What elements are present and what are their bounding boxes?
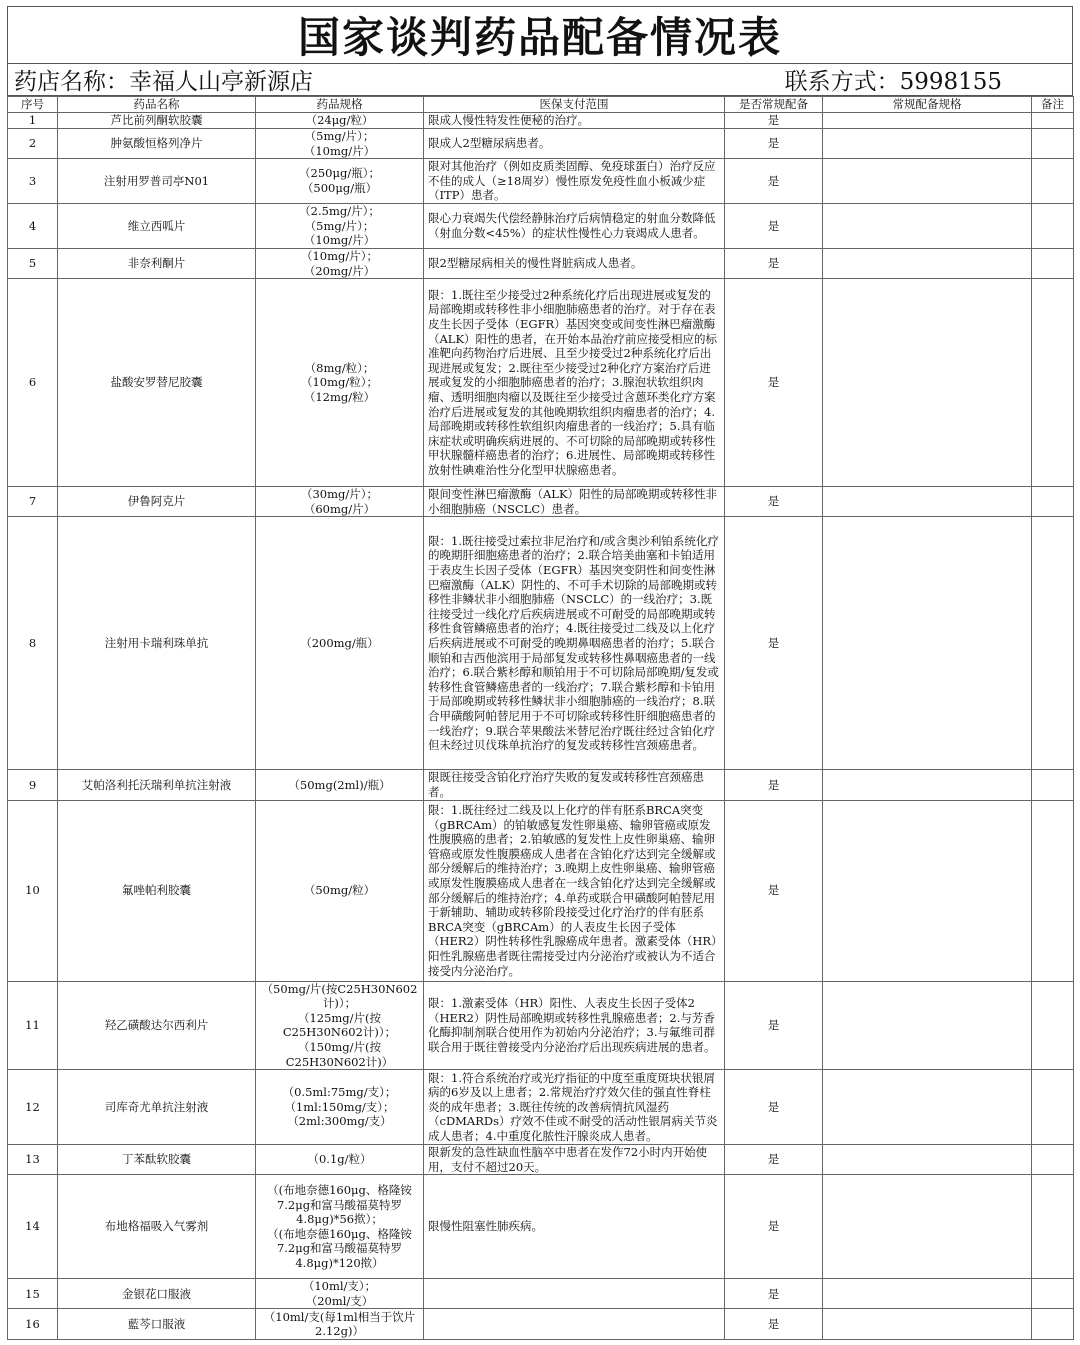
row-number: 16 xyxy=(8,1309,58,1340)
regular-spec xyxy=(823,800,1032,981)
info-bar xyxy=(7,64,1073,96)
drug-name: 氟唑帕利胶囊 xyxy=(58,800,256,981)
table-row xyxy=(8,203,1074,248)
remark xyxy=(1032,487,1074,517)
drug-name: 羟乙磺酸达尔西利片 xyxy=(58,981,256,1070)
header-row xyxy=(8,97,1074,113)
table-row xyxy=(8,517,1074,770)
drug-name: 司库奇尤单抗注射液 xyxy=(58,1070,256,1145)
row-number: 12 xyxy=(8,1070,58,1145)
header-name: 药品名称 xyxy=(58,97,256,113)
row-number: 11 xyxy=(8,981,58,1070)
pharmacy-name: 药店名称：幸福人山亭新源店 xyxy=(14,69,313,95)
insurance-scope: 限：1.既往接受过索拉非尼治疗和/或含奥沙利铂系统化疗的晚期肝细胞癌患者的治疗；2.联合培美曲塞和卡铂适用于表皮生长因子受体（EGFR）基因突变阴性和间变性淋巴瘤激酶（ALK）阴性的、不可手术切除的局部晚期或转移性非鳞状非小细胞肺癌（NSCLC）的一线治疗；3.既往接受过一线化疗后疾病进展或不可耐受的局部晚期或转移性食管鳞癌患者的治疗；4.既往接受过二线及以上化疗后疾病进展或不可耐受的晚期鼻咽癌患者的治疗；5.联合顺铂和吉西他滨用于局部复发或转移性鼻咽癌患者的一线治疗；6.联合紫杉醇和顺铂用于不可切除局部晚期/复发或转移性食管鳞癌患者的一线治疗；7.联合紫杉醇和卡铂用于局部晚期或转移性鳞状非小细胞肺癌的一线治疗；8.联合甲磺酸阿帕替尼用于不可切除或转移性肝细胞癌患者的一线治疗；9.联合苹果酸法米替尼治疗既往经过含铂化疗但未经过贝伐珠单抗治疗的复发或转移性宫颈癌患者。 xyxy=(424,517,725,770)
regular-supply: 是 xyxy=(725,1070,823,1145)
table-row xyxy=(8,1279,1074,1309)
regular-spec xyxy=(823,487,1032,517)
table-row xyxy=(8,487,1074,517)
table-row xyxy=(8,129,1074,159)
drug-name: 肿氨酸恒格列净片 xyxy=(58,129,256,159)
table-row xyxy=(8,1070,1074,1145)
row-number: 2 xyxy=(8,129,58,159)
drug-spec: （10ml/支(每1ml相当于饮片2.12g)） xyxy=(256,1309,424,1340)
row-number: 7 xyxy=(8,487,58,517)
regular-supply: 是 xyxy=(725,981,823,1070)
remark xyxy=(1032,1070,1074,1145)
row-number: 15 xyxy=(8,1279,58,1309)
remark xyxy=(1032,113,1074,129)
regular-spec xyxy=(823,517,1032,770)
regular-supply: 是 xyxy=(725,248,823,278)
insurance-scope: 限2型糖尿病相关的慢性肾脏病成人患者。 xyxy=(424,248,725,278)
remark xyxy=(1032,770,1074,800)
table-row xyxy=(8,1309,1074,1340)
table-row xyxy=(8,1175,1074,1279)
header-regular: 是否常规配备 xyxy=(725,97,823,113)
row-number: 1 xyxy=(8,113,58,129)
header-no: 序号 xyxy=(8,97,58,113)
drug-name: 丁苯酞软胶囊 xyxy=(58,1145,256,1175)
regular-spec xyxy=(823,1145,1032,1175)
table-row xyxy=(8,800,1074,981)
insurance-scope xyxy=(424,1279,725,1309)
drug-name: 布地格福吸入气雾剂 xyxy=(58,1175,256,1279)
drug-name: 注射用罗普司亭N01 xyxy=(58,159,256,204)
remark xyxy=(1032,1175,1074,1279)
insurance-scope: 限既往接受含铂化疗治疗失败的复发或转移性宫颈癌患者。 xyxy=(424,770,725,800)
regular-spec xyxy=(823,129,1032,159)
table-row xyxy=(8,279,1074,487)
remark xyxy=(1032,517,1074,770)
insurance-scope xyxy=(424,1309,725,1340)
regular-supply: 是 xyxy=(725,1145,823,1175)
drug-spec: （30mg/片）； （60mg/片） xyxy=(256,487,424,517)
table-row xyxy=(8,159,1074,204)
drug-spec: （50mg/片(按C25H30N602计)）； （125mg/片(按C25H30N602计)）； （150mg/片(按C25H30N602计)） xyxy=(256,981,424,1070)
drug-spec: （50mg(2ml)/瓶） xyxy=(256,770,424,800)
table-row xyxy=(8,113,1074,129)
regular-supply: 是 xyxy=(725,203,823,248)
drug-name: 芦比前列酮软胶囊 xyxy=(58,113,256,129)
drug-name: 维立西呱片 xyxy=(58,203,256,248)
regular-supply: 是 xyxy=(725,770,823,800)
table-row xyxy=(8,248,1074,278)
drug-spec: （200mg/瓶） xyxy=(256,517,424,770)
regular-supply: 是 xyxy=(725,800,823,981)
drug-name: 伊鲁阿克片 xyxy=(58,487,256,517)
row-number: 14 xyxy=(8,1175,58,1279)
header-note: 备注 xyxy=(1032,97,1074,113)
row-number: 13 xyxy=(8,1145,58,1175)
remark xyxy=(1032,129,1074,159)
drug-sheet xyxy=(7,6,1073,1340)
contact-info: 联系方式：5998155 xyxy=(784,69,1002,95)
row-number: 3 xyxy=(8,159,58,204)
drug-name: 艾帕洛利托沃瑞利单抗注射液 xyxy=(58,770,256,800)
remark xyxy=(1032,159,1074,204)
table-row xyxy=(8,981,1074,1070)
drug-spec: （8mg/粒）； （10mg/粒）； （12mg/粒） xyxy=(256,279,424,487)
insurance-scope: 限慢性阻塞性肺疾病。 xyxy=(424,1175,725,1279)
table-row xyxy=(8,1145,1074,1175)
insurance-scope: 限对其他治疗（例如皮质类固醇、免疫球蛋白）治疗反应不佳的成人（≥18周岁）慢性原发免疫性血小板减少症（ITP）患者。 xyxy=(424,159,725,204)
regular-spec xyxy=(823,770,1032,800)
table-body xyxy=(8,113,1074,1340)
regular-spec xyxy=(823,981,1032,1070)
drug-spec: （0.5ml:75mg/支）； （1ml:150mg/支）； （2ml:300mg/支） xyxy=(256,1070,424,1145)
insurance-scope: 限心力衰竭失代偿经静脉治疗后病情稳定的射血分数降低（射血分数<45%）的症状性慢性心力衰竭成人患者。 xyxy=(424,203,725,248)
row-number: 9 xyxy=(8,770,58,800)
row-number: 5 xyxy=(8,248,58,278)
insurance-scope: 限成人慢性特发性便秘的治疗。 xyxy=(424,113,725,129)
drug-spec: （0.1g/粒） xyxy=(256,1145,424,1175)
regular-supply: 是 xyxy=(725,1279,823,1309)
regular-supply: 是 xyxy=(725,1309,823,1340)
regular-spec xyxy=(823,203,1032,248)
drug-name: 藍芩口服液 xyxy=(58,1309,256,1340)
regular-spec xyxy=(823,1279,1032,1309)
regular-spec xyxy=(823,248,1032,278)
regular-spec xyxy=(823,279,1032,487)
regular-supply: 是 xyxy=(725,517,823,770)
row-number: 6 xyxy=(8,279,58,487)
drug-spec: （24μg/粒） xyxy=(256,113,424,129)
drug-spec: （10ml/支）； （20ml/支） xyxy=(256,1279,424,1309)
remark xyxy=(1032,1145,1074,1175)
insurance-scope: 限成人2型糖尿病患者。 xyxy=(424,129,725,159)
header-regular-spec: 常规配备规格 xyxy=(823,97,1032,113)
regular-supply: 是 xyxy=(725,279,823,487)
drug-name: 非奈利酮片 xyxy=(58,248,256,278)
drug-spec: （(布地奈德160μg、格隆铵7.2μg和富马酸福莫特罗4.8μg)*56揿）； （(布地奈德160μg、格隆铵7.2μg和富马酸福莫特罗4.8μg)*120揿） xyxy=(256,1175,424,1279)
row-number: 10 xyxy=(8,800,58,981)
regular-spec xyxy=(823,159,1032,204)
table-row xyxy=(8,770,1074,800)
row-number: 8 xyxy=(8,517,58,770)
remark xyxy=(1032,279,1074,487)
row-number: 4 xyxy=(8,203,58,248)
insurance-scope: 限新发的急性缺血性脑卒中患者在发作72小时内开始使用，支付不超过20天。 xyxy=(424,1145,725,1175)
insurance-scope: 限：1.激素受体（HR）阳性、人表皮生长因子受体2（HER2）阴性局部晚期或转移性乳腺癌患者；2.与芳香化酶抑制剂联合使用作为初始内分泌治疗；3.与氟维司群联合用于既往曾接受内分泌治疗后出现疾病进展的患者。 xyxy=(424,981,725,1070)
drug-spec: （50mg/粒） xyxy=(256,800,424,981)
regular-spec xyxy=(823,113,1032,129)
regular-spec xyxy=(823,1070,1032,1145)
page-title: 国家谈判药品配备情况表 xyxy=(7,6,1073,64)
regular-supply: 是 xyxy=(725,159,823,204)
remark xyxy=(1032,981,1074,1070)
regular-supply: 是 xyxy=(725,487,823,517)
drug-table xyxy=(7,96,1074,1340)
regular-supply: 是 xyxy=(725,1175,823,1279)
drug-name: 注射用卡瑞利珠单抗 xyxy=(58,517,256,770)
remark xyxy=(1032,248,1074,278)
drug-name: 盐酸安罗替尼胶囊 xyxy=(58,279,256,487)
drug-spec: （5mg/片）； （10mg/片） xyxy=(256,129,424,159)
remark xyxy=(1032,1309,1074,1340)
header-spec: 药品规格 xyxy=(256,97,424,113)
regular-supply: 是 xyxy=(725,113,823,129)
insurance-scope: 限：1.既往至少接受过2种系统化疗后出现进展或复发的局部晚期或转移性非小细胞肺癌患者的治疗。对于存在表皮生长因子受体（EGFR）基因突变或间变性淋巴瘤激酶（ALK）阳性的患者，在开始本品治疗前应接受相应的标准靶向药物治疗后进展、且至少接受过2种系统化疗后出现进展或复发；2.既往至少接受过2种化疗方案治疗后进展或复发的小细胞肺癌患者的治疗；3.腺泡状软组织肉瘤、透明细胞肉瘤以及既往至少接受过含蒽环类化疗方案治疗后进展或复发的其他晚期软组织肉瘤患者的治疗；4.局部晚期或转移性软组织肉瘤患者的一线治疗；5.具有临床症状或明确疾病进展的、不可切除的局部晚期或转移性甲状腺髓样癌患者的治疗；6.进展性、局部晚期或转移性放射性碘难治性分化型甲状腺癌患者。 xyxy=(424,279,725,487)
remark xyxy=(1032,203,1074,248)
remark xyxy=(1032,1279,1074,1309)
insurance-scope: 限间变性淋巴瘤激酶（ALK）阳性的局部晚期或转移性非小细胞肺癌（NSCLC）患者。 xyxy=(424,487,725,517)
drug-spec: （2.5mg/片）； （5mg/片）； （10mg/片） xyxy=(256,203,424,248)
header-scope: 医保支付范围 xyxy=(424,97,725,113)
drug-name: 金银花口服液 xyxy=(58,1279,256,1309)
regular-spec xyxy=(823,1309,1032,1340)
insurance-scope: 限：1.符合系统治疗或光疗指征的中度至重度斑块状银屑病的6岁及以上患者；2.常规治疗疗效欠佳的强直性脊柱炎的成年患者；3.既往传统的改善病情抗风湿药（cDMARDs）疗效不佳或不耐受的活动性银屑病关节炎成人患者；4.中重度化脓性汗腺炎成人患者。 xyxy=(424,1070,725,1145)
regular-spec xyxy=(823,1175,1032,1279)
regular-supply: 是 xyxy=(725,129,823,159)
drug-spec: （250μg/瓶）； （500μg/瓶） xyxy=(256,159,424,204)
drug-spec: （10mg/片）； （20mg/片） xyxy=(256,248,424,278)
insurance-scope: 限：1.既往经过二线及以上化疗的伴有胚系BRCA突变（gBRCAm）的铂敏感复发性卵巢癌、输卵管癌或原发性腹膜癌的患者；2.铂敏感的复发性上皮性卵巢癌、输卵管癌或原发性腹膜癌成人患者在含铂化疗达到完全缓解或部分缓解后的维持治疗；3.晚期上皮性卵巢癌、输卵管癌或原发性腹膜癌成人患者在一线含铂化疗达到完全缓解或部分缓解后的维持治疗；4.单药或联合甲磺酸阿帕替尼用于新辅助、辅助或转移阶段接受过化疗治疗的伴有胚系BRCA突变（gBRCAm）的人表皮生长因子受体（HER2）阴性转移性乳腺癌成年患者。激素受体（HR）阳性乳腺癌患者既往需接受过内分泌治疗或被认为不适合接受内分泌治疗。 xyxy=(424,800,725,981)
remark xyxy=(1032,800,1074,981)
